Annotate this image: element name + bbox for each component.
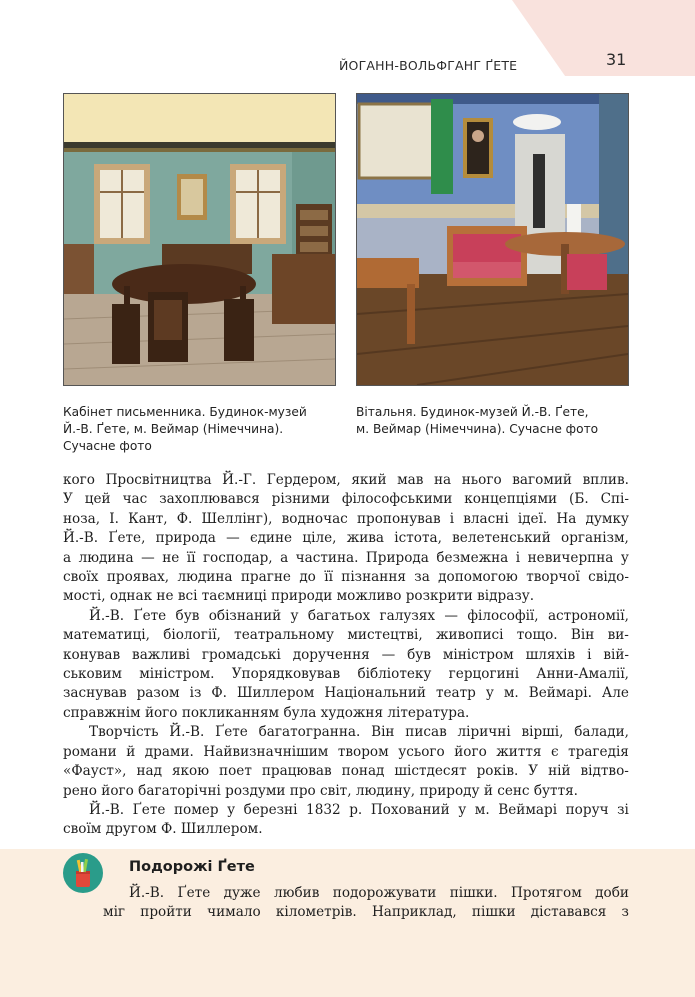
word: ськовим	[63, 666, 122, 683]
word: який	[351, 472, 387, 488]
word: На	[556, 510, 577, 527]
word: природа	[155, 530, 216, 547]
word: Упорядковував	[231, 666, 341, 683]
word: Національний	[324, 685, 426, 702]
caption-living-room	[356, 404, 636, 438]
photo-living-room	[356, 93, 629, 386]
word: подорожувати	[332, 885, 437, 901]
word: діставався	[530, 904, 607, 921]
text-line	[63, 471, 629, 490]
word: герцогині	[448, 666, 520, 683]
word: Ґете	[132, 801, 166, 818]
word: життя	[496, 743, 542, 760]
word: захоплювався	[159, 491, 260, 508]
word: Веймарі	[498, 801, 558, 818]
word: помер	[173, 801, 219, 818]
text-line	[63, 646, 629, 665]
word: пішки.	[449, 885, 498, 901]
word: у	[485, 685, 494, 702]
word: драми.	[144, 743, 194, 760]
info-box	[0, 849, 695, 997]
word: ви-	[607, 627, 629, 644]
word: —	[444, 607, 458, 624]
word: театральному	[234, 627, 335, 644]
word: і	[587, 646, 592, 663]
word: її	[324, 569, 333, 586]
word: проявах,	[106, 569, 170, 586]
word: філософськими	[341, 491, 453, 508]
caption-line: м. Веймар (Німеччина). Сучасне фото	[356, 422, 599, 436]
word: своїх	[63, 569, 99, 586]
text-line	[103, 884, 629, 903]
word: писав	[405, 724, 447, 741]
word: років.	[476, 763, 519, 780]
word: її	[186, 549, 196, 566]
word: до	[299, 569, 316, 586]
word: ліричні	[457, 724, 511, 741]
word: над	[136, 763, 162, 780]
word: Ф.	[211, 685, 227, 702]
word: трагедія	[568, 743, 629, 760]
word: з	[621, 904, 629, 921]
word: відтво-	[580, 763, 629, 780]
word: організм,	[561, 530, 629, 547]
word: багатьох	[307, 607, 371, 624]
word: а	[63, 549, 72, 566]
word: балади,	[574, 724, 629, 741]
text-line: рено його багаторічні роздуми про світ, людину, природу й сенс буття.	[63, 782, 578, 799]
text-line	[63, 723, 629, 742]
word: жива	[346, 530, 385, 547]
word: обізнаний	[208, 607, 282, 624]
word: на	[433, 472, 452, 488]
word: поруч	[565, 801, 609, 818]
word: час	[122, 491, 148, 508]
word: Кант,	[128, 510, 168, 527]
word: ідеї.	[517, 510, 548, 527]
text-line: мості, однак не всі таємниці природи можливо розкрити відразу.	[63, 588, 535, 605]
word: любив	[273, 885, 320, 901]
word: березні	[243, 801, 298, 818]
word: —	[141, 549, 155, 566]
word: думку	[585, 510, 629, 527]
running-title: ЙОГАНН-ВОЛЬФГАНГ ҐЕТЕ	[339, 58, 518, 73]
word: понад	[341, 763, 385, 780]
word: шляхів	[525, 646, 576, 663]
word: людина	[78, 549, 134, 566]
text-line	[63, 665, 629, 684]
word: Ґете	[177, 885, 211, 901]
word: Й.-В.	[89, 607, 125, 624]
word: Він	[371, 724, 395, 741]
text-line	[63, 529, 629, 548]
word: зі	[617, 801, 629, 818]
word: за	[414, 569, 430, 586]
word: м.	[474, 801, 490, 818]
word: математиці,	[63, 627, 150, 644]
word: концепціями	[464, 491, 558, 508]
word: вагомий	[512, 472, 572, 488]
word: Творчість	[89, 724, 159, 741]
word: Ґете	[133, 607, 167, 624]
corner-decoration	[512, 0, 695, 76]
text-line	[103, 903, 629, 922]
word: Похований	[370, 801, 450, 818]
word: Ґете	[215, 724, 248, 741]
word: Природа	[365, 549, 429, 566]
word: у	[227, 801, 236, 818]
word: допомогою	[438, 569, 518, 586]
word: У	[63, 491, 73, 508]
word: Й.-В.	[63, 530, 99, 547]
word: У	[528, 763, 539, 780]
word: Спі-	[600, 491, 629, 508]
word: 1832	[306, 801, 341, 818]
word: галузях	[379, 607, 436, 624]
word: єдине	[249, 530, 293, 547]
word: пропонував	[356, 510, 441, 527]
word: у	[458, 801, 467, 818]
word: астрономії,	[547, 607, 629, 624]
word: людина	[177, 569, 233, 586]
word: у	[620, 549, 629, 566]
caption-line: Кабінет письменника. Будинок-музей	[63, 405, 307, 419]
word: Й.-В.	[169, 724, 205, 741]
word: «Фауст»,	[63, 763, 127, 780]
text-line	[63, 801, 629, 820]
word: Шеллінг),	[201, 510, 273, 527]
word: Й.-В.	[89, 801, 125, 818]
paint-brushes-icon	[63, 853, 103, 893]
word: заснував	[63, 685, 127, 702]
word: вплив.	[582, 472, 629, 488]
word: р.	[349, 801, 363, 818]
text-line	[63, 490, 629, 509]
word: бібліотеку	[357, 666, 432, 683]
text-line	[63, 762, 629, 781]
word: —	[226, 530, 240, 547]
word: міг	[103, 904, 126, 921]
text-line	[63, 684, 629, 703]
text-line	[63, 626, 629, 645]
word: пізнання	[341, 569, 406, 586]
word: Ф.	[176, 510, 193, 527]
word: романи	[63, 743, 117, 760]
text-line	[63, 549, 629, 568]
word: багатогранна.	[258, 724, 361, 741]
box-title: Подорожі Ґете	[129, 859, 255, 875]
text-line	[63, 568, 629, 587]
word: Наприклад,	[371, 904, 457, 921]
word: ціле,	[302, 530, 337, 547]
word: є	[550, 743, 559, 760]
text-line: своїм другом Ф. Шиллером.	[63, 821, 263, 838]
word: живописі	[436, 627, 504, 644]
word: біології,	[163, 627, 221, 644]
word: шістдесят	[394, 763, 467, 780]
word: цей	[84, 491, 111, 508]
text-line	[63, 607, 629, 626]
word: філософії,	[467, 607, 539, 624]
word: І.	[109, 510, 119, 527]
word: м.	[503, 685, 519, 702]
caption-line: Вітальня. Будинок-музей Й.-В. Ґете,	[356, 405, 589, 419]
box-text	[103, 884, 629, 923]
word: пішки	[471, 904, 516, 921]
word: Він	[570, 627, 595, 644]
word: Найвизначнішим	[203, 743, 329, 760]
word: конував	[63, 646, 121, 663]
text-line	[63, 510, 629, 529]
word: його	[454, 743, 487, 760]
word: кілометрів.	[275, 904, 357, 921]
word: Й.-Г.	[222, 472, 257, 488]
word: доручення	[292, 646, 370, 663]
page-number: 31	[606, 50, 627, 69]
word: міністром.	[139, 666, 215, 683]
word: театр	[435, 685, 476, 702]
word: а	[280, 549, 289, 566]
word: безмежна	[436, 549, 509, 566]
word: Шиллером	[236, 685, 315, 702]
word: частина.	[295, 549, 359, 566]
word: ноза,	[63, 510, 101, 527]
word: тощо.	[516, 627, 558, 644]
word: нього	[461, 472, 502, 488]
word: різними	[271, 491, 330, 508]
word: ній	[548, 763, 571, 780]
word: із	[189, 685, 202, 702]
word: Веймарі.	[528, 685, 592, 702]
word: свідо-	[588, 569, 629, 586]
caption-line: Сучасне фото	[63, 439, 152, 453]
word: дуже	[223, 885, 261, 901]
word: власні	[463, 510, 509, 527]
word: Ґете,	[108, 530, 146, 547]
caption-line: Й.-В. Ґете, м. Веймар (Німеччина).	[63, 422, 284, 436]
word: мистецтві,	[347, 627, 423, 644]
word: і	[449, 510, 455, 527]
word: пройти	[140, 904, 192, 921]
word: не	[162, 549, 180, 566]
word: вірші,	[521, 724, 564, 741]
word: разом	[136, 685, 180, 702]
word: чимало	[207, 904, 261, 921]
word: велетенський	[452, 530, 551, 547]
word: істота,	[394, 530, 442, 547]
word: і	[515, 549, 521, 566]
word: Протягом	[511, 885, 582, 901]
word: твором	[337, 743, 389, 760]
word: у	[290, 607, 299, 624]
word: —	[381, 646, 396, 663]
photo-study-room	[63, 93, 336, 386]
word: громадські	[201, 646, 281, 663]
word: був	[407, 646, 431, 663]
word: творчої	[526, 569, 580, 586]
main-text	[63, 471, 629, 840]
word: мав	[397, 472, 424, 488]
word: вій-	[603, 646, 629, 663]
word: доби	[595, 885, 629, 901]
word: (Б.	[569, 491, 589, 508]
text-line: справжнім його покликанням була художня література.	[63, 704, 470, 721]
word: Гердером,	[266, 472, 341, 488]
word: міністром	[442, 646, 514, 663]
word: якою	[171, 763, 210, 780]
word: господар,	[202, 549, 273, 566]
word: невичерпна	[527, 549, 614, 566]
word: водночас	[281, 510, 348, 527]
word: Але	[601, 685, 629, 702]
word: прагне	[240, 569, 291, 586]
word: усього	[398, 743, 445, 760]
word: важливі	[132, 646, 191, 663]
word: Анни-Амалії,	[536, 666, 629, 683]
word: був	[175, 607, 200, 624]
word: працював	[261, 763, 332, 780]
word: поет	[219, 763, 252, 780]
caption-study-room	[63, 404, 343, 455]
word: кого	[63, 472, 95, 488]
word: Просвітництва	[105, 472, 212, 488]
word: Й.-В.	[129, 885, 165, 901]
text-line	[63, 743, 629, 762]
word: й	[126, 743, 136, 760]
